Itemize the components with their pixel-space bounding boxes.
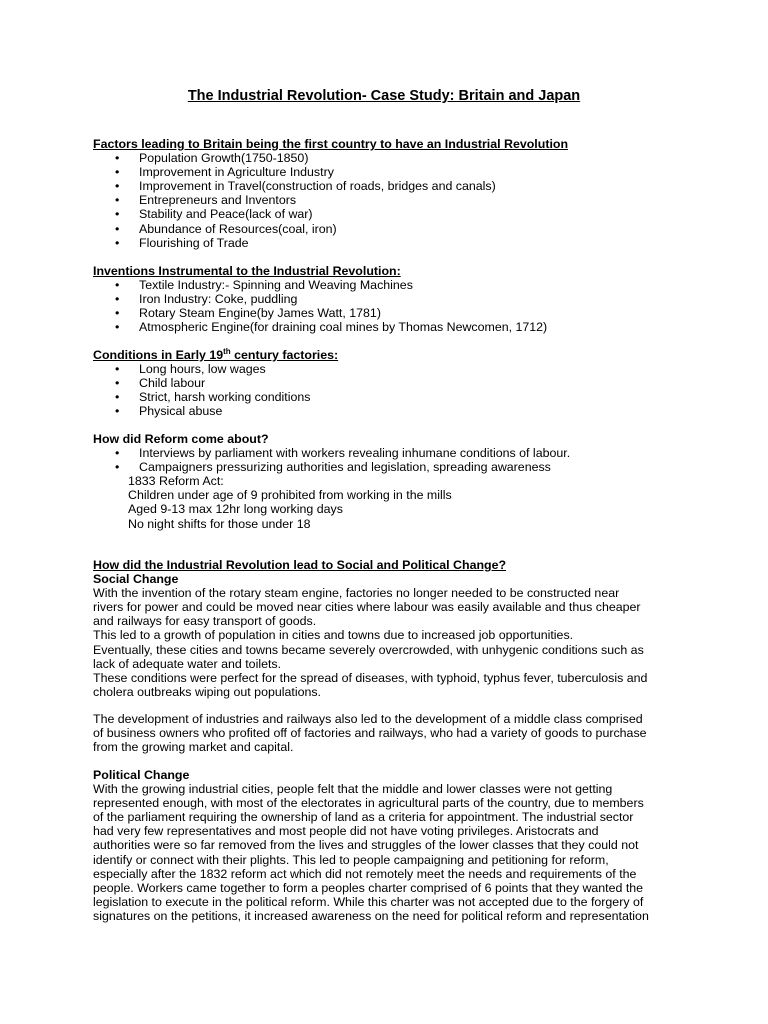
text-line: legislation to execute in the political reform. While this charter was not accepted due to the forgery of bbox=[93, 894, 644, 909]
paragraph-social bbox=[93, 586, 683, 699]
list-item: • Population Growth(1750-1850) bbox=[115, 151, 309, 166]
bullet-icon: • bbox=[115, 235, 120, 250]
bullet-list bbox=[93, 151, 683, 250]
section-change bbox=[93, 558, 683, 699]
bullet-icon: • bbox=[115, 165, 120, 180]
list-item: • Atmospheric Engine(for draining coal mines by Thomas Newcomen, 1712) bbox=[115, 320, 548, 335]
list-item: • Textile Industry:- Spinning and Weaving Machines bbox=[115, 278, 413, 293]
list-item: • Child labour bbox=[115, 376, 206, 391]
list-item: • Rotary Steam Engine(by James Watt, 1781) bbox=[115, 306, 381, 321]
bullet-icon: • bbox=[115, 376, 120, 391]
text-line: authorities were so far removed from the lives and struggles of the lower classes that they could not bbox=[93, 838, 639, 853]
bullet-icon: • bbox=[115, 151, 120, 166]
text-line: had very few representatives and most people did not have voting privileges. Aristocrats and bbox=[93, 824, 599, 839]
bullet-icon: • bbox=[115, 193, 120, 208]
document-title: The Industrial Revolution- Case Study: Britain and Japan bbox=[187, 88, 581, 104]
text-line: lack of adequate water and toilets. bbox=[93, 656, 282, 671]
text-line: rivers for power and could be moved near cities where labour was easily available and thus cheaper bbox=[93, 600, 641, 615]
subheading-social-change: Social Change bbox=[93, 572, 179, 587]
list-item: • Improvement in Travel(construction of roads, bridges and canals) bbox=[115, 179, 496, 194]
section-political-change bbox=[93, 768, 683, 923]
text-line: With the invention of the rotary steam engine, factories no longer needed to be constructed near bbox=[93, 586, 620, 601]
bullet-icon: • bbox=[115, 404, 120, 419]
list-item: • Flourishing of Trade bbox=[115, 235, 249, 250]
bullet-icon: • bbox=[115, 460, 120, 475]
reform-act-title: 1833 Reform Act: bbox=[128, 474, 224, 489]
text-line: from the growing market and capital. bbox=[93, 740, 294, 755]
text-line: of business owners who profited off of factories and railways, who had a variety of goods to purchase bbox=[93, 726, 647, 741]
text-line: of the parliament requiring the ownership of land as a criteria for appointment. The industrial sector bbox=[93, 810, 634, 825]
text-line: This led to a growth of population in cities and towns due to increased job opportunities. bbox=[93, 628, 574, 643]
reform-act-line: Aged 9-13 max 12hr long working days bbox=[128, 502, 343, 517]
section-inventions bbox=[93, 264, 683, 334]
bullet-icon: • bbox=[115, 179, 120, 194]
text-line: Eventually, these cities and towns became severely overcrowded, with unhygenic conditions such as bbox=[93, 642, 644, 657]
text-line: These conditions were perfect for the spread of diseases, with typhoid, typhus fever, tuberculosis and bbox=[93, 670, 648, 685]
section-heading: How did Reform come about? bbox=[93, 432, 269, 446]
subheading-political-change: Political Change bbox=[93, 768, 190, 782]
text-line: cholera outbreaks wiping out populations. bbox=[93, 684, 321, 699]
list-item: • Iron Industry: Coke, puddling bbox=[115, 292, 298, 307]
list-item: • Strict, harsh working conditions bbox=[115, 390, 311, 405]
bullet-icon: • bbox=[115, 390, 120, 405]
text-line: With the growing industrial cities, people felt that the middle and lower classes were not getting bbox=[93, 782, 613, 797]
list-item: • Improvement in Agriculture Industry bbox=[115, 165, 334, 180]
text-line: and railways for easy transport of goods. bbox=[93, 614, 317, 629]
bullet-list bbox=[93, 278, 683, 334]
bullet-icon: • bbox=[115, 320, 120, 335]
text-line: people. Workers came together to form a peoples charter comprised of 6 points that they wanted the bbox=[93, 880, 644, 895]
bullet-icon: • bbox=[115, 278, 120, 293]
bullet-icon: • bbox=[115, 306, 120, 321]
bullet-list bbox=[93, 446, 683, 474]
text-line: represented enough, with most of the electorates in agricultural parts of the country, due to members bbox=[93, 796, 644, 811]
text-line: identify or connect with their plights. This led to people campaigning and petitioning for reform, bbox=[93, 852, 609, 867]
text-line: especially after the 1832 reform act which did not remotely meet the needs and requirements of the bbox=[93, 866, 637, 881]
text-line: The development of industries and railways also led to the development of a middle class comprised bbox=[93, 712, 643, 726]
section-heading: How did the Industrial Revolution lead to Social and Political Change? bbox=[93, 558, 507, 572]
bullet-icon: • bbox=[115, 221, 120, 236]
list-item: • Entrepreneurs and Inventors bbox=[115, 193, 297, 208]
list-item: • Long hours, low wages bbox=[115, 362, 266, 377]
section-reform bbox=[93, 432, 683, 531]
section-heading: Conditions in Early 19th century factories: bbox=[93, 347, 339, 362]
section-heading: Factors leading to Britain being the first country to have an Industrial Revolution bbox=[93, 137, 569, 151]
section-heading: Inventions Instrumental to the Industrial Revolution: bbox=[93, 264, 401, 278]
list-item: • Interviews by parliament with workers revealing inhumane conditions of labour. bbox=[115, 446, 571, 461]
reform-act-line: Children under age of 9 prohibited from working in the mills bbox=[128, 488, 452, 503]
section-conditions bbox=[93, 348, 683, 418]
reform-act-line: No night shifts for those under 18 bbox=[128, 516, 311, 531]
list-item: • Abundance of Resources(coal, iron) bbox=[115, 221, 337, 236]
bullet-icon: • bbox=[115, 446, 120, 461]
list-item: • Campaigners pressurizing authorities and legislation, spreading awareness bbox=[115, 460, 551, 475]
bullet-icon: • bbox=[115, 207, 120, 222]
paragraph-middle-class bbox=[93, 712, 683, 754]
list-item: • Physical abuse bbox=[115, 404, 223, 419]
section-factors bbox=[93, 137, 683, 250]
bullet-list bbox=[93, 362, 683, 418]
text-line: signatures on the petitions, it increased awareness on the need for political reform and representation bbox=[93, 908, 649, 923]
list-item: • Stability and Peace(lack of war) bbox=[115, 207, 313, 222]
bullet-icon: • bbox=[115, 292, 120, 307]
bullet-icon: • bbox=[115, 362, 120, 377]
